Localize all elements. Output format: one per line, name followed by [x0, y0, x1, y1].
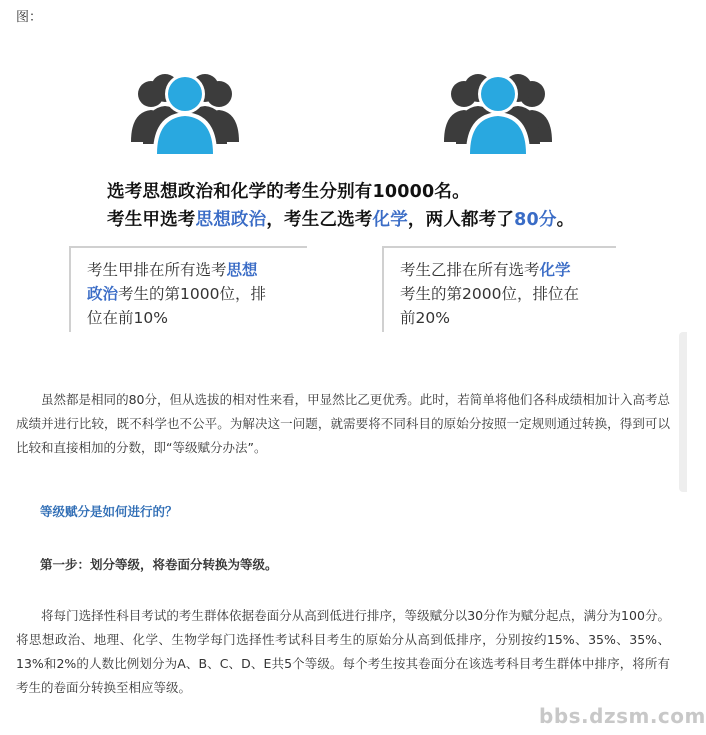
card-line: [87, 282, 301, 306]
card-text: 考生乙排在所有选考: [400, 261, 540, 279]
figure-label: 图：: [16, 10, 43, 25]
card-text: 考生的第1000位，排: [118, 285, 266, 303]
student-a-card: [69, 246, 307, 332]
step-one-title: 第一步：划分等级，将卷面分转换为等级。: [40, 557, 278, 572]
headline-text: ，考生乙选考: [266, 210, 373, 230]
card-line: [400, 282, 610, 306]
side-scroll-tab[interactable]: [679, 332, 687, 492]
card-line: [400, 306, 610, 330]
headline-text: 考生甲选考: [107, 210, 196, 230]
card-highlight: 化学: [539, 261, 571, 279]
headline-highlight: 思想政治: [195, 210, 267, 230]
card-text: 位在前10%: [87, 309, 168, 327]
card-line: [87, 258, 301, 282]
headline-line-1: 选考思想政治和化学的考生分别有10000名。: [107, 182, 470, 202]
headline-text: ，两人都考了: [407, 210, 515, 230]
card-line: [400, 258, 610, 282]
card-line: [87, 306, 301, 330]
student-b-card: [382, 246, 616, 332]
paragraph-step-one: 将每门选择性科目考试的考生群体依据卷面分从高到低进行排序，等级赋分以30分作为赋分起点，满分为100分。将思想政治、地理、化学、生物学每门选择性考试科目考生的原始分从高到低排序，分别按约15%、35%、35%、13%和2%的人数比例划分为A、B、C、D、E共5个等级。每个考生按其卷面分在该选考科目考生群体中排序，将所有考生的卷面分转换至相应等级。: [16, 608, 670, 695]
card-text: 考生甲排在所有选考: [87, 261, 227, 279]
headline-line-2: [107, 206, 574, 234]
section-question-title: 等级赋分是如何进行的？: [40, 504, 178, 519]
headline-text: 。: [556, 210, 575, 230]
card-highlight: 思想: [226, 261, 258, 279]
people-group-icon: [129, 72, 241, 154]
card-text: 前20%: [400, 309, 450, 327]
paragraph-intro: 虽然都是相同的80分，但从选拔的相对性来看，甲显然比乙更优秀。此时，若简单将他们各科成绩相加计入高考总成绩并进行比较，既不科学也不公平。为解决这一问题，就需要将不同科目的原始分按照一定规则通过转换，得到可以比较和直接相加的分数，即“等级赋分办法”。: [16, 392, 670, 455]
infographic-headline: [107, 178, 574, 234]
card-text: 考生的第2000位，排位在: [400, 285, 579, 303]
headline-highlight: 化学: [372, 210, 408, 230]
watermark: bbs.dzsm.com: [539, 704, 706, 728]
people-group-icon: [442, 72, 554, 154]
card-highlight: 政治: [87, 285, 119, 303]
headline-highlight: 80分: [514, 210, 557, 230]
